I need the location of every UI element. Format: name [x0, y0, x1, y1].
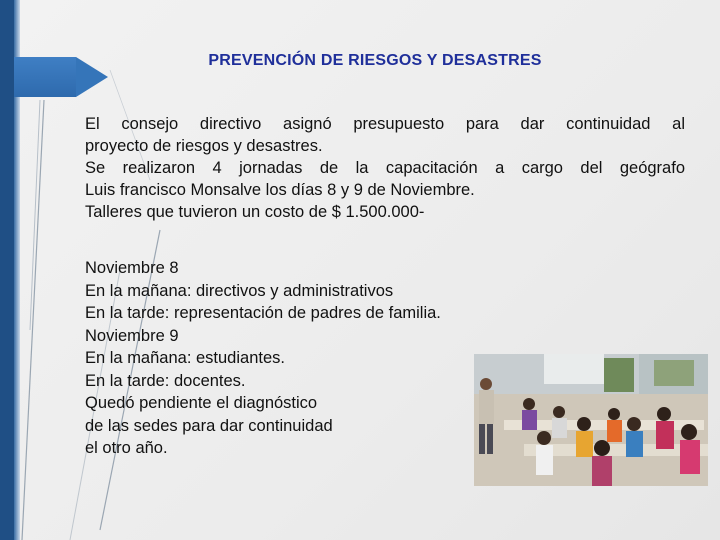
- schedule-line: Noviembre 9: [85, 326, 179, 345]
- workshop-photo: [474, 354, 708, 486]
- schedule-line: En la tarde: representación de padres de familia.: [85, 304, 441, 322]
- schedule-line: de las sedes para dar continuidad: [85, 416, 333, 435]
- schedule-line: el otro año.: [85, 439, 168, 457]
- budget-paragraph: [85, 113, 685, 223]
- schedule-line: En la tarde: docentes.: [85, 371, 246, 390]
- schedule-line: En la mañana: directivos y administrativos: [85, 281, 394, 300]
- paragraph-line: Talleres que tuvieron un costo de $ 1.500.000-: [85, 203, 425, 221]
- schedule-line: Noviembre 8: [85, 259, 179, 277]
- paragraph-line: Luis francisco Monsalve los días 8 y 9 de Noviembre.: [85, 181, 475, 199]
- paragraph-line: proyecto de riesgos y desastres.: [85, 137, 323, 155]
- schedule-line: Quedó pendiente el diagnóstico: [85, 394, 318, 412]
- paragraph-line: El consejo directivo asignó presupuesto para dar continuidad al: [85, 115, 685, 133]
- slide-title: PREVENCIÓN DE RIESGOS Y DESASTRES: [208, 52, 542, 69]
- paragraph-line: Se realizaron 4 jornadas de la capacitación a cargo del geógrafo: [85, 159, 685, 177]
- schedule-line: En la mañana: estudiantes.: [85, 349, 285, 367]
